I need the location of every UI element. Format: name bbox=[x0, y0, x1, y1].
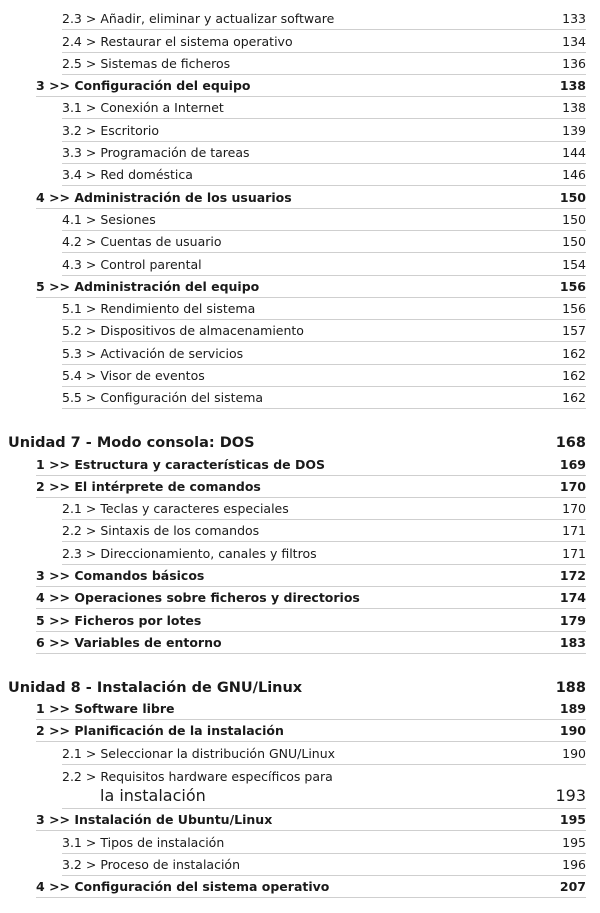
subsection-entry bbox=[62, 743, 586, 765]
entry-title: Operaciones sobre ficheros y directorios bbox=[74, 590, 360, 605]
subsection-entry bbox=[62, 120, 586, 142]
entry-title: Sintaxis de los comandos bbox=[100, 523, 260, 538]
page-number: 174 bbox=[559, 590, 586, 605]
entry-separator: >> bbox=[49, 479, 71, 494]
entry-label bbox=[36, 701, 175, 716]
page-number: 150 bbox=[562, 234, 586, 249]
section-entry bbox=[36, 698, 586, 720]
section-entry bbox=[36, 454, 586, 476]
entry-separator: > bbox=[85, 301, 97, 316]
entry-number: 3.2 bbox=[62, 123, 82, 138]
entry-number: 2.2 bbox=[62, 769, 82, 784]
entry-label bbox=[8, 680, 302, 696]
entry-separator: >> bbox=[49, 723, 71, 738]
entry-separator: > bbox=[85, 546, 97, 561]
entry-label bbox=[62, 835, 224, 850]
entry-number: 2 bbox=[36, 479, 45, 494]
entry-number: 2.5 bbox=[62, 56, 82, 71]
section-entry bbox=[36, 565, 586, 587]
page-number: 188 bbox=[555, 680, 586, 696]
page-number: 146 bbox=[562, 167, 586, 182]
entry-number: 2 bbox=[36, 723, 45, 738]
entry-number: 5 bbox=[36, 279, 45, 294]
entry-separator: > bbox=[85, 746, 97, 761]
entry-number: 2.3 bbox=[62, 11, 82, 26]
entry-number: 3.2 bbox=[62, 857, 82, 872]
subsection-entry bbox=[62, 31, 586, 53]
entry-number: 4 bbox=[36, 590, 45, 605]
entry-title: Administración de los usuarios bbox=[74, 190, 292, 205]
entry-separator: >> bbox=[49, 78, 71, 93]
entry-title: Administración del equipo bbox=[74, 279, 260, 294]
entry-label bbox=[62, 56, 230, 71]
page-number: 162 bbox=[562, 346, 586, 361]
page-number: 154 bbox=[562, 257, 586, 272]
entry-title: Proceso de instalación bbox=[100, 857, 240, 872]
page-number: 172 bbox=[559, 568, 586, 583]
entry-separator: > bbox=[85, 523, 97, 538]
entry-separator: > bbox=[85, 11, 97, 26]
subsection-entry bbox=[62, 765, 586, 787]
page-number: 179 bbox=[559, 613, 586, 628]
page-number: 150 bbox=[559, 190, 586, 205]
page-number: 169 bbox=[559, 457, 586, 472]
entry-number: 2.1 bbox=[62, 746, 82, 761]
subsection-entry bbox=[62, 142, 586, 164]
subsection-entry bbox=[62, 365, 586, 387]
page-number: 189 bbox=[559, 701, 586, 716]
entry-separator: > bbox=[85, 56, 97, 71]
section-entry bbox=[36, 809, 586, 831]
section-entry bbox=[36, 876, 586, 898]
entry-label bbox=[62, 11, 334, 26]
entry-number: 3.3 bbox=[62, 145, 82, 160]
entry-separator: > bbox=[85, 835, 97, 850]
entry-separator: >> bbox=[49, 812, 71, 827]
section-entry bbox=[36, 587, 586, 609]
entry-label bbox=[36, 78, 251, 93]
entry-separator: > bbox=[85, 769, 97, 784]
entry-separator: > bbox=[85, 34, 97, 49]
entry-title: Direccionamiento, canales y filtros bbox=[100, 546, 317, 561]
entry-separator: >> bbox=[49, 879, 71, 894]
entry-title: Activación de servicios bbox=[100, 346, 244, 361]
entry-label bbox=[62, 323, 304, 338]
entry-separator: > bbox=[85, 346, 97, 361]
entry-number: 5 bbox=[36, 613, 45, 628]
page-number: 183 bbox=[559, 635, 586, 650]
entry-title: Seleccionar la distribución GNU/Linux bbox=[100, 746, 336, 761]
entry-separator: > bbox=[85, 145, 97, 160]
page-number: 157 bbox=[562, 323, 586, 338]
section-entry bbox=[36, 720, 586, 742]
page-number: 195 bbox=[562, 835, 586, 850]
entry-title: El intérprete de comandos bbox=[74, 479, 261, 494]
entry-number: 5.2 bbox=[62, 323, 82, 338]
entry-label bbox=[36, 590, 360, 605]
entry-number: 4.2 bbox=[62, 234, 82, 249]
entry-label bbox=[36, 279, 259, 294]
entry-title: Visor de eventos bbox=[100, 368, 205, 383]
page-number: 171 bbox=[562, 546, 586, 561]
entry-number: 3.1 bbox=[62, 835, 82, 850]
entry-separator: > bbox=[85, 234, 97, 249]
entry-title: Control parental bbox=[100, 257, 202, 272]
unit-heading bbox=[8, 431, 586, 453]
entry-title: Unidad 8 - Instalación de GNU/Linux bbox=[8, 680, 303, 696]
entry-title: Escritorio bbox=[100, 123, 160, 138]
entry-title: Rendimiento del sistema bbox=[100, 301, 256, 316]
entry-label bbox=[36, 879, 329, 894]
page-number: 170 bbox=[559, 479, 586, 494]
entry-title: Ficheros por lotes bbox=[74, 613, 202, 628]
entry-title: Instalación de Ubuntu/Linux bbox=[74, 812, 273, 827]
page-number: 162 bbox=[562, 390, 586, 405]
page-number: 195 bbox=[559, 812, 586, 827]
subsection-entry bbox=[62, 8, 586, 30]
entry-number: 3 bbox=[36, 568, 45, 583]
entry-label bbox=[36, 635, 222, 650]
subsection-entry bbox=[62, 520, 586, 542]
subsection-entry bbox=[62, 53, 586, 75]
entry-separator: > bbox=[85, 212, 97, 227]
entry-title: Unidad 7 - Modo consola: DOS bbox=[8, 435, 255, 451]
entry-separator: > bbox=[85, 323, 97, 338]
entry-separator: > bbox=[85, 857, 97, 872]
entry-title: Tipos de instalación bbox=[100, 835, 225, 850]
entry-title: Conexión a Internet bbox=[100, 100, 224, 115]
entry-label bbox=[36, 190, 292, 205]
page-number: 139 bbox=[562, 123, 586, 138]
page-number: 207 bbox=[559, 879, 586, 894]
entry-title: Restaurar el sistema operativo bbox=[100, 34, 293, 49]
section-entry bbox=[36, 476, 586, 498]
page-number: 168 bbox=[555, 435, 586, 451]
entry-label bbox=[8, 435, 255, 451]
entry-separator: > bbox=[85, 501, 97, 516]
entry-label bbox=[62, 123, 159, 138]
entry-label bbox=[62, 390, 263, 405]
entry-number: 3 bbox=[36, 78, 45, 93]
subsection-entry bbox=[62, 254, 586, 276]
section-entry bbox=[36, 276, 586, 298]
entry-separator: >> bbox=[49, 279, 71, 294]
page-number: 133 bbox=[562, 11, 586, 26]
entry-label bbox=[62, 301, 255, 316]
subsection-entry bbox=[62, 387, 586, 409]
page-number: 150 bbox=[562, 212, 586, 227]
entry-label bbox=[36, 457, 325, 472]
entry-number: 2.2 bbox=[62, 523, 82, 538]
section-entry bbox=[36, 187, 586, 209]
entry-separator: >> bbox=[49, 635, 71, 650]
entry-separator: >> bbox=[49, 613, 71, 628]
entry-separator: > bbox=[85, 390, 97, 405]
entry-label bbox=[62, 257, 202, 272]
page-number: 134 bbox=[562, 34, 586, 49]
entry-separator: >> bbox=[49, 457, 71, 472]
entry-title: Configuración del sistema operativo bbox=[74, 879, 330, 894]
entry-label bbox=[62, 100, 224, 115]
page-number: 190 bbox=[559, 723, 586, 738]
page-number: 156 bbox=[559, 279, 586, 294]
subsection-entry bbox=[62, 832, 586, 854]
subsection-entry bbox=[62, 543, 586, 565]
entry-number: 1 bbox=[36, 457, 45, 472]
entry-title: Variables de entorno bbox=[74, 635, 222, 650]
entry-title: Dispositivos de almacenamiento bbox=[100, 323, 304, 338]
entry-separator: > bbox=[85, 167, 97, 182]
entry-title: Red doméstica bbox=[100, 167, 193, 182]
entry-title: Sesiones bbox=[100, 212, 156, 227]
entry-title: Sistemas de ficheros bbox=[100, 56, 231, 71]
entry-title: Planificación de la instalación bbox=[74, 723, 284, 738]
entry-number: 3.4 bbox=[62, 167, 82, 182]
entry-number: 3.1 bbox=[62, 100, 82, 115]
entry-number: 4.1 bbox=[62, 212, 82, 227]
page-number: 196 bbox=[562, 857, 586, 872]
entry-label bbox=[62, 546, 317, 561]
entry-label bbox=[62, 746, 335, 761]
entry-number: 4.3 bbox=[62, 257, 82, 272]
entry-separator: > bbox=[85, 100, 97, 115]
entry-label bbox=[62, 769, 333, 784]
entry-title: Estructura y características de DOS bbox=[74, 457, 326, 472]
page-number: 156 bbox=[562, 301, 586, 316]
page-number: 138 bbox=[559, 78, 586, 93]
entry-label bbox=[36, 613, 201, 628]
subsection-entry bbox=[62, 298, 586, 320]
entry-label bbox=[36, 568, 204, 583]
subsection-entry bbox=[62, 854, 586, 876]
entry-number: 2.4 bbox=[62, 34, 82, 49]
subsection-entry bbox=[62, 97, 586, 119]
page-number: 162 bbox=[562, 368, 586, 383]
entry-separator: >> bbox=[49, 190, 71, 205]
entry-label bbox=[62, 346, 243, 361]
entry-title: Programación de tareas bbox=[100, 145, 250, 160]
entry-label bbox=[62, 786, 206, 805]
entry-title: Requisitos hardware específicos para bbox=[100, 769, 333, 784]
entry-number: 2.3 bbox=[62, 546, 82, 561]
entry-label bbox=[62, 167, 193, 182]
entry-separator: >> bbox=[49, 590, 71, 605]
entry-title: Configuración del equipo bbox=[74, 78, 251, 93]
entry-label bbox=[62, 501, 289, 516]
entry-title: Añadir, eliminar y actualizar software bbox=[100, 11, 335, 26]
entry-number: 5.4 bbox=[62, 368, 82, 383]
entry-separator: > bbox=[85, 123, 97, 138]
entry-title: Teclas y caracteres especiales bbox=[100, 501, 289, 516]
entry-label bbox=[62, 145, 250, 160]
entry-title: Cuentas de usuario bbox=[100, 234, 222, 249]
entry-label bbox=[36, 812, 272, 827]
entry-label bbox=[62, 857, 240, 872]
subsection-entry bbox=[62, 787, 586, 809]
page-number: 193 bbox=[555, 786, 586, 805]
page-number: 170 bbox=[562, 501, 586, 516]
entry-number: 4 bbox=[36, 190, 45, 205]
entry-label bbox=[62, 34, 293, 49]
subsection-entry bbox=[62, 343, 586, 365]
entry-number: 2.1 bbox=[62, 501, 82, 516]
entry-title: Configuración del sistema bbox=[100, 390, 264, 405]
subsection-entry bbox=[62, 320, 586, 342]
entry-number: 5.5 bbox=[62, 390, 82, 405]
page-number: 171 bbox=[562, 523, 586, 538]
entry-number: 6 bbox=[36, 635, 45, 650]
page-number: 136 bbox=[562, 56, 586, 71]
entry-number: 3 bbox=[36, 812, 45, 827]
entry-title: Software libre bbox=[74, 701, 175, 716]
entry-label bbox=[62, 212, 156, 227]
entry-label bbox=[62, 523, 259, 538]
entry-separator: >> bbox=[49, 568, 71, 583]
entry-separator: > bbox=[85, 257, 97, 272]
subsection-entry bbox=[62, 164, 586, 186]
entry-label bbox=[36, 479, 261, 494]
entry-title: la instalación bbox=[100, 786, 206, 805]
section-entry bbox=[36, 632, 586, 654]
page-number: 144 bbox=[562, 145, 586, 160]
entry-label bbox=[36, 723, 284, 738]
entry-separator: > bbox=[85, 368, 97, 383]
subsection-entry bbox=[62, 231, 586, 253]
section-entry bbox=[36, 75, 586, 97]
entry-label bbox=[62, 234, 222, 249]
subsection-entry bbox=[62, 498, 586, 520]
entry-number: 5.3 bbox=[62, 346, 82, 361]
entry-separator: >> bbox=[49, 701, 71, 716]
unit-heading bbox=[8, 676, 586, 698]
entry-label bbox=[62, 368, 205, 383]
entry-number: 5.1 bbox=[62, 301, 82, 316]
entry-title: Comandos básicos bbox=[74, 568, 205, 583]
entry-number: 1 bbox=[36, 701, 45, 716]
page-number: 138 bbox=[562, 100, 586, 115]
entry-number: 4 bbox=[36, 879, 45, 894]
section-entry bbox=[36, 610, 586, 632]
page-number: 190 bbox=[562, 746, 586, 761]
subsection-entry bbox=[62, 209, 586, 231]
